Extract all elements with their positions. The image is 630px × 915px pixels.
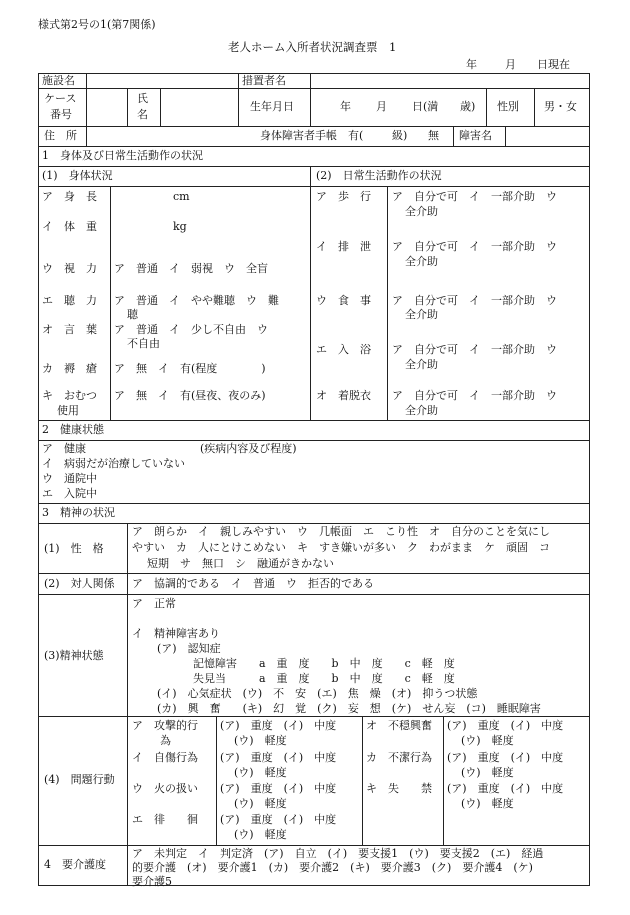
diaper-label-2: 使用 xyxy=(57,404,79,417)
aggression-severity-2: (ウ) 軽度 xyxy=(234,734,287,747)
care-level-line1: ア 未判定 イ 判定済 (ア) 自立 (イ) 要支援1 (ウ) 要支援2 (エ) 経過 xyxy=(132,847,544,860)
fire-handling-label: ウ 火の扱い xyxy=(132,782,198,795)
fire-handling-severity-2: (ウ) 軽度 xyxy=(234,797,287,810)
birth-label: 生年月日 xyxy=(250,100,294,113)
care-level-label: 4 要介護度 xyxy=(44,858,106,871)
row-line xyxy=(38,126,590,127)
hearing-options-2: 聴 xyxy=(127,308,138,321)
meal-label: ウ 食 事 xyxy=(316,294,371,307)
section3-title: 3 精神の状況 xyxy=(42,506,115,519)
handbook-grade: 級) xyxy=(392,129,408,142)
form-number: 様式第2号の1(第7関係) xyxy=(38,18,156,31)
col-line xyxy=(86,73,87,146)
mental-line4: 記憶障害 a 重 度 b 中 度 c 軽 度 xyxy=(193,657,455,670)
col-line xyxy=(534,88,535,126)
col-line xyxy=(238,73,239,88)
page-title: 老人ホーム入所者状況調査票 1 xyxy=(228,40,397,54)
health-line4: エ 入院中 xyxy=(42,487,97,500)
bath-options-2: 全介助 xyxy=(405,358,438,371)
mental-line1: ア 正常 xyxy=(132,597,176,610)
handbook-label: 身体障害者手帳 有( xyxy=(260,129,364,142)
section1-sub1: (1) 身体状況 xyxy=(42,169,113,182)
row-line xyxy=(38,716,590,717)
bath-options: ア 自分で可 イ 一部介助 ウ xyxy=(392,343,557,356)
personality-line1: ア 朗らか イ 親しみやすい ウ 几帳面 エ こり性 オ 自分のことを気にし xyxy=(132,525,550,538)
walking-options-2: 全介助 xyxy=(405,205,438,218)
aggression-label-2: 為 xyxy=(160,734,171,747)
row-line xyxy=(38,594,590,595)
agitation-severity-1: (ア) 重度 (イ) 中度 xyxy=(447,719,564,732)
wandering-label: エ 徘 徊 xyxy=(132,813,198,826)
dressing-options: ア 自分で可 イ 一部介助 ウ xyxy=(392,389,557,402)
date-year: 年 xyxy=(466,58,477,71)
col-line xyxy=(238,88,239,126)
mental-line2: イ 精神障害あり xyxy=(132,627,220,640)
case-number-label-1: ケース xyxy=(44,92,77,105)
agitation-severity-2: (ウ) 軽度 xyxy=(461,734,514,747)
problem-behavior-label: (4) 問題行動 xyxy=(44,773,115,786)
unclean-severity-2: (ウ) 軽度 xyxy=(461,766,514,779)
row-line xyxy=(38,186,590,187)
row-line xyxy=(38,166,590,167)
birth-day: 日(満 xyxy=(412,100,439,113)
height-unit: cm xyxy=(173,190,190,203)
sex-value: 男・女 xyxy=(544,100,577,113)
birth-year: 年 xyxy=(340,100,351,113)
birth-month: 月 xyxy=(376,100,387,113)
speech-options-2: 不自由 xyxy=(127,337,160,350)
excretion-options: ア 自分で可 イ 一部介助 ウ xyxy=(392,240,557,253)
row-line xyxy=(38,573,590,574)
self-harm-label: イ 自傷行為 xyxy=(132,751,198,764)
care-level-line2: 的要介護 (オ) 要介護1 (カ) 要介護2 (キ) 要介護3 (ク) 要介護4 (ケ) xyxy=(132,861,533,874)
address-label: 住 所 xyxy=(44,129,77,142)
excretion-label: イ 排 泄 xyxy=(316,240,371,253)
vision-label: ウ 視 力 xyxy=(42,262,97,275)
mental-line6: (イ) 心気症状 (ウ) 不 安 (エ) 焦 燥 (オ) 抑うつ状態 xyxy=(157,687,478,700)
col-line xyxy=(453,126,454,146)
col-line xyxy=(127,845,128,886)
mental-state-label: (3)精神状態 xyxy=(44,649,104,662)
excretion-options-2: 全介助 xyxy=(405,255,438,268)
handbook-none: 無 xyxy=(428,129,439,142)
section1-title: 1 身体及び日常生活動作の状況 xyxy=(42,149,203,162)
col-line xyxy=(127,88,128,126)
hearing-options: ア 普通 イ やや難聴 ウ 難 xyxy=(114,294,279,307)
fire-handling-severity-1: (ア) 重度 (イ) 中度 xyxy=(220,782,337,795)
incontinence-severity-1: (ア) 重度 (イ) 中度 xyxy=(447,782,564,795)
unclean-severity-1: (ア) 重度 (イ) 中度 xyxy=(447,751,564,764)
case-number-label-2: 番号 xyxy=(50,108,72,121)
dressing-label: オ 着脱衣 xyxy=(316,389,371,402)
row-line xyxy=(38,88,590,89)
measure-person-label: 措置者名 xyxy=(242,74,286,87)
col-line xyxy=(310,88,311,126)
speech-label: オ 言 葉 xyxy=(42,323,97,336)
date-day: 日現在 xyxy=(537,58,570,71)
vision-options: ア 普通 イ 弱視 ウ 全盲 xyxy=(114,262,268,275)
name-label-2: 名 xyxy=(137,108,148,121)
col-line xyxy=(505,126,506,146)
dressing-options-2: 全介助 xyxy=(405,404,438,417)
meal-options-2: 全介助 xyxy=(405,308,438,321)
personality-line2: やすい カ 人にとけこめない キ すき嫌いが多い ク わがまま ケ 頑固 コ xyxy=(132,541,550,554)
col-line xyxy=(310,73,311,88)
col-line xyxy=(127,523,128,845)
hearing-label: エ 聴 力 xyxy=(42,294,97,307)
relations-label: (2) 対人関係 xyxy=(44,577,115,590)
row-line xyxy=(38,440,590,441)
weight-unit: kg xyxy=(173,220,187,233)
aggression-severity-1: (ア) 重度 (イ) 中度 xyxy=(220,719,337,732)
incontinence-label: キ 失 禁 xyxy=(366,782,432,795)
unclean-label: カ 不潔行為 xyxy=(366,751,432,764)
birth-age: 歳) xyxy=(460,100,476,113)
col-line xyxy=(486,88,487,126)
facility-label: 施設名 xyxy=(42,74,75,87)
col-line xyxy=(443,716,444,845)
wandering-severity-2: (ウ) 軽度 xyxy=(234,828,287,841)
height-label: ア 身 長 xyxy=(42,190,97,203)
aggression-label: ア 攻撃的行 xyxy=(132,719,198,732)
speech-options: ア 普通 イ 少し不自由 ウ xyxy=(114,323,268,336)
walking-options: ア 自分で可 イ 一部介助 ウ xyxy=(392,190,557,203)
meal-options: ア 自分で可 イ 一部介助 ウ xyxy=(392,294,557,307)
row-line xyxy=(38,845,590,846)
row-line xyxy=(38,420,590,421)
agitation-label: オ 不穏興奮 xyxy=(366,719,432,732)
wandering-severity-1: (ア) 重度 (イ) 中度 xyxy=(220,813,337,826)
col-line xyxy=(362,716,363,845)
col-line xyxy=(160,88,161,126)
walking-label: ア 歩 行 xyxy=(316,190,371,203)
mental-line7: (カ) 興 奮 (キ) 幻 覚 (ク) 妄 想 (ケ) せん妄 (コ) 睡眠障害 xyxy=(157,702,541,715)
self-harm-severity-1: (ア) 重度 (イ) 中度 xyxy=(220,751,337,764)
incontinence-severity-2: (ウ) 軽度 xyxy=(461,797,514,810)
bath-label: エ 入 浴 xyxy=(316,343,371,356)
bedsore-options: ア 無 イ 有(程度 ) xyxy=(114,362,266,375)
col-line xyxy=(216,716,217,845)
weight-label: イ 体 重 xyxy=(42,220,97,233)
health-line1-note: (疾病内容及び程度) xyxy=(200,442,297,455)
personality-line3: 短期 サ 無口 シ 融通がきかない xyxy=(147,557,334,570)
bedsore-label: カ 褥 瘡 xyxy=(42,362,97,375)
row-line xyxy=(38,146,590,147)
personality-label: (1) 性 格 xyxy=(44,542,104,555)
section2-title: 2 健康状態 xyxy=(42,423,104,436)
diaper-options: ア 無 イ 有(昼夜、夜のみ) xyxy=(114,389,266,402)
care-level-line3: 要介護5 xyxy=(132,875,172,888)
disability-name-label: 障害名 xyxy=(459,129,492,142)
health-line1: ア 健康 xyxy=(42,442,86,455)
mental-line5: 失見当 a 重 度 b 中 度 c 軽 度 xyxy=(193,672,455,685)
section1-sub2: (2) 日常生活動作の状況 xyxy=(316,169,442,182)
self-harm-severity-2: (ウ) 軽度 xyxy=(234,766,287,779)
name-label-1: 氏 xyxy=(137,92,148,105)
mental-line3: (ア) 認知症 xyxy=(157,642,221,655)
col-line xyxy=(310,166,311,420)
col-line xyxy=(110,186,111,420)
health-line3: ウ 通院中 xyxy=(42,472,97,485)
health-line2: イ 病弱だが治療していない xyxy=(42,457,185,470)
row-line xyxy=(38,503,590,504)
relations-value: ア 協調的である イ 普通 ウ 拒否的である xyxy=(132,577,374,590)
sex-label: 性別 xyxy=(497,100,519,113)
row-line xyxy=(38,523,590,524)
col-line xyxy=(387,186,388,420)
date-month: 月 xyxy=(505,58,516,71)
diaper-label: キ おむつ xyxy=(42,389,97,402)
